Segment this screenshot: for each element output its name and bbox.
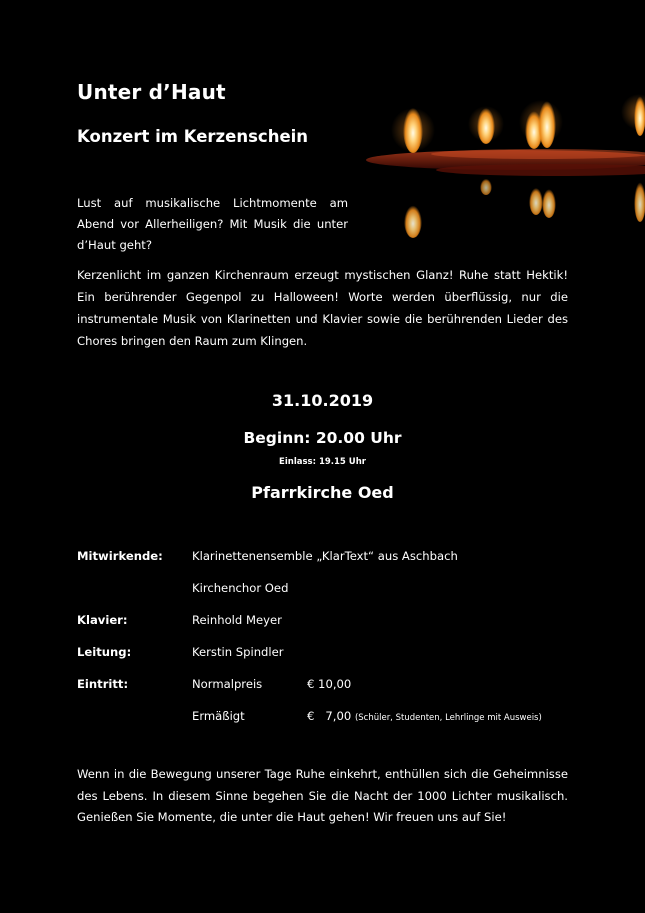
- mitwirkende-value-2: Kirchenchor Oed: [192, 581, 289, 595]
- details-row-eintritt: [77, 677, 577, 697]
- page-subtitle: Konzert im Kerzenschein: [77, 127, 309, 146]
- event-begin: Beginn: 20.00 Uhr: [243, 429, 402, 447]
- description-paragraph: Kerzenlicht im ganzen Kirchenraum erzeugt mystischen Glanz! Ruhe statt Hektik! Ein berührender Gegenpol zu Halloween! Worte werden überflüssig, nur die instrumentale Musik von Klarinetten und Klavier sowie die berührenden Lieder des Chores bringen den Raum zum Klingen.: [77, 268, 568, 348]
- normalpreis-value: € 10,00: [307, 677, 352, 691]
- event-date: 31.10.2019: [271, 391, 374, 410]
- details-row-klavier: [77, 613, 577, 633]
- normalpreis-label: Normalpreis: [192, 677, 263, 691]
- mitwirkende-label: Mitwirkende:: [77, 549, 163, 563]
- ermaessigt-price-group: [307, 709, 542, 723]
- details-row-mitwirkende-2: [77, 581, 577, 601]
- details-row-mitwirkende: [77, 549, 577, 569]
- eintritt-label: Eintritt:: [77, 677, 129, 691]
- details-row-leitung: [77, 645, 577, 665]
- event-venue: Pfarrkirche Oed: [251, 483, 394, 502]
- closing-paragraph: Wenn in die Bewegung unserer Tage Ruhe einkehrt, enthüllen sich die Geheimnisse des Lebens. In diesem Sinne begehen Sie die Nacht der 1000 Lichter musikalisch. Genießen Sie Momente, die unter die Haut gehen! Wir freuen uns auf Sie!: [77, 767, 568, 824]
- event-entry-time: Einlass: 19.15 Uhr: [279, 457, 366, 467]
- ermaessigt-label: Ermäßigt: [192, 709, 245, 723]
- leitung-value: Kerstin Spindler: [192, 645, 284, 659]
- mitwirkende-value-1: Klarinettenensemble „KlarText“ aus Aschbach: [192, 549, 458, 563]
- candles-image: [356, 82, 645, 252]
- leitung-label: Leitung:: [77, 645, 132, 659]
- ermaessigt-note: (Schüler, Studenten, Lehrlinge mit Ausweis): [354, 713, 542, 723]
- klavier-label: Klavier:: [77, 613, 128, 627]
- details-row-ermaessigt: [77, 709, 577, 729]
- page-title: Unter d’Haut: [77, 80, 226, 104]
- ermaessigt-value: € 7,00: [307, 709, 352, 723]
- klavier-value: Reinhold Meyer: [192, 613, 282, 627]
- intro-text: Lust auf musikalische Lichtmomente am Abend vor Allerheiligen? Mit Musik die unter d’Haut geht?: [77, 196, 348, 252]
